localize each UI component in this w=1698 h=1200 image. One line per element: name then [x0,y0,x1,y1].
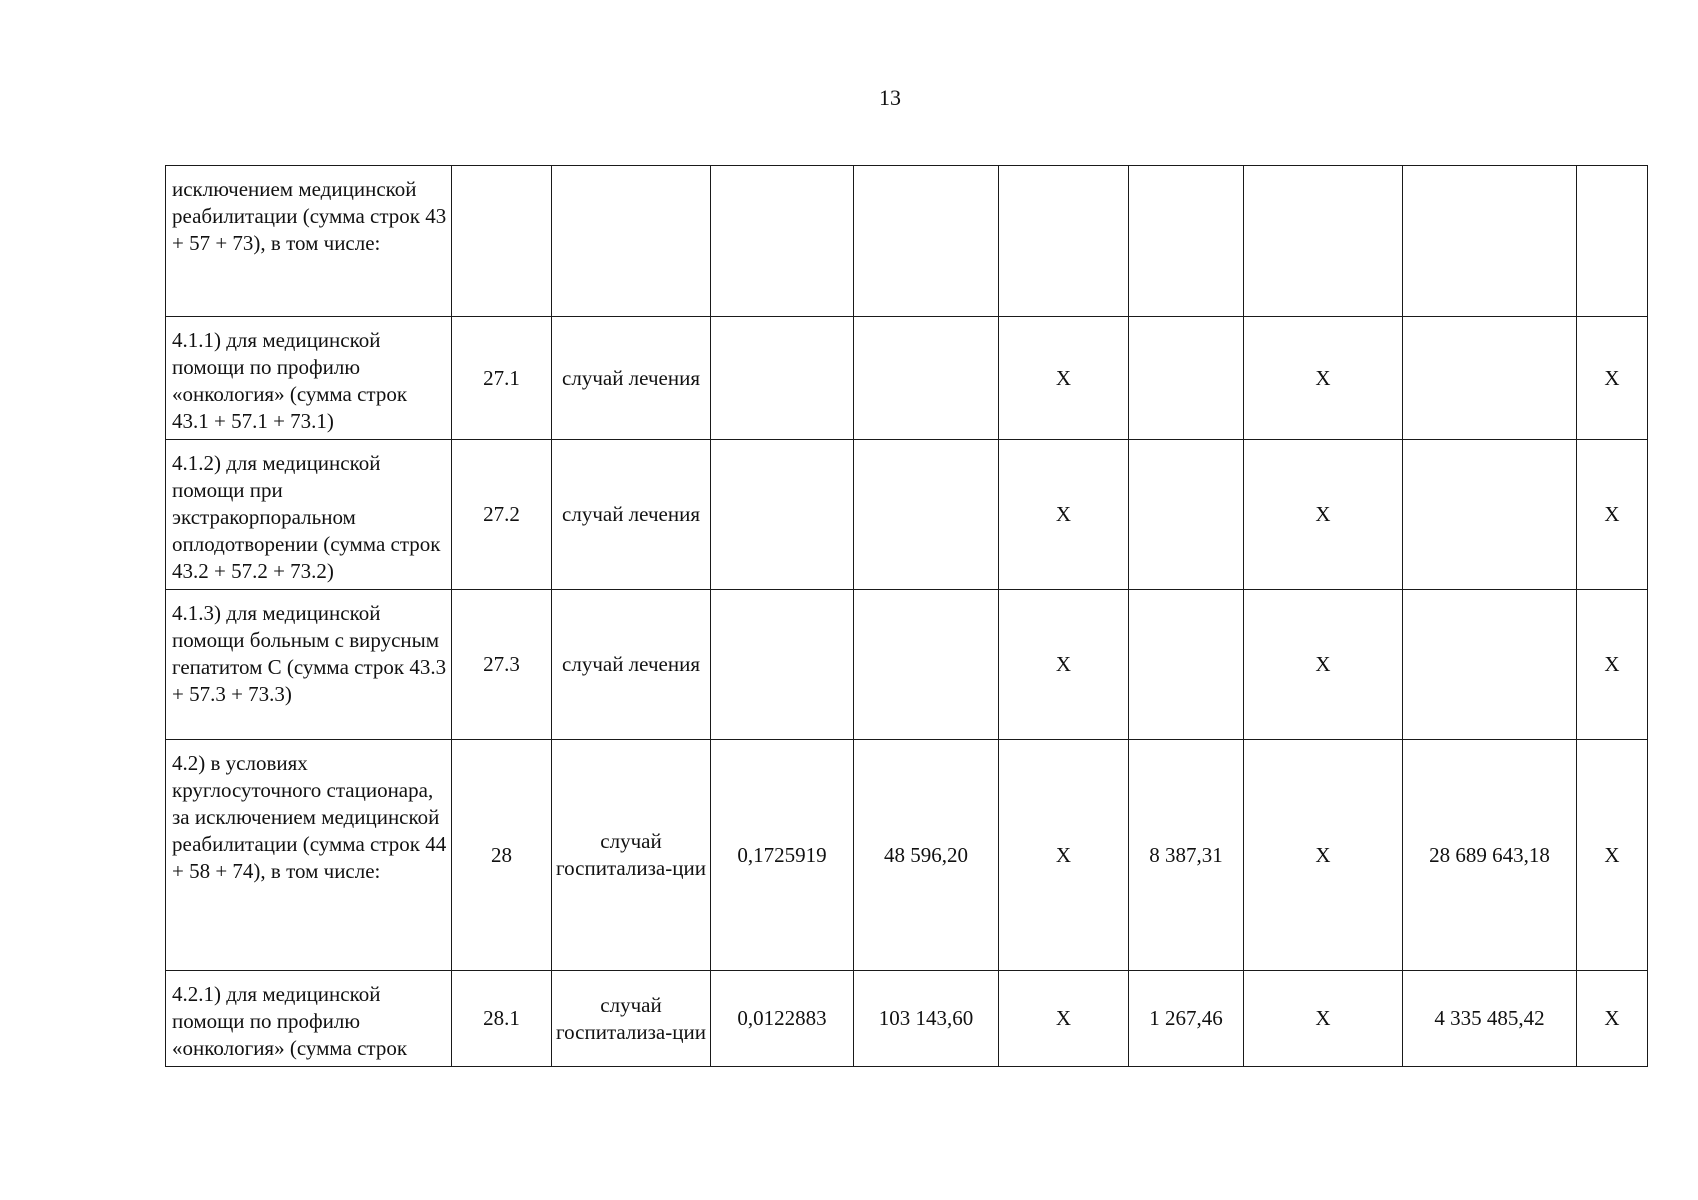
row-share [1577,166,1648,317]
page-number: 13 [879,85,901,110]
row-cost-budget: X [1244,740,1403,971]
row-per-capita-budget: X [999,740,1129,971]
row-per-capita-oms: 1 267,46 [1129,971,1244,1067]
row-norm-volume [711,590,854,740]
row-per-capita-oms [1129,317,1244,440]
row-per-capita-oms: 8 387,31 [1129,740,1244,971]
row-line: 27.2 [452,440,552,590]
row-line: 28.1 [452,971,552,1067]
row-line: 28 [452,740,552,971]
row-norm-cost: 48 596,20 [854,740,999,971]
row-cost-budget [1244,166,1403,317]
row-cost-oms [1403,166,1577,317]
row-cost-budget: X [1244,590,1403,740]
row-norm-cost [854,166,999,317]
row-name: 4.1.1) для медицинской помощи по профилю «онкология» (сумма строк 43.1 + 57.1 + 73.1) [166,317,452,440]
row-unit: случай госпитализа-ции [552,971,711,1067]
row-cost-budget: X [1244,971,1403,1067]
row-line [452,166,552,317]
row-unit: случай лечения [552,590,711,740]
data-table [165,165,1648,1067]
table-row [166,166,1648,317]
table-row [166,440,1648,590]
row-norm-cost [854,590,999,740]
row-per-capita-oms [1129,166,1244,317]
row-line: 27.3 [452,590,552,740]
row-cost-budget: X [1244,440,1403,590]
row-norm-cost [854,440,999,590]
row-line: 27.1 [452,317,552,440]
row-share: X [1577,740,1648,971]
row-name: 4.1.2) для медицинской помощи при экстракорпоральном оплодотворении (сумма строк 43.2 + 57.2 + 73.2) [166,440,452,590]
row-per-capita-budget: X [999,590,1129,740]
row-share: X [1577,971,1648,1067]
row-share: X [1577,590,1648,740]
row-name: 4.1.3) для медицинской помощи больным с вирусным гепатитом С (сумма строк 43.3 + 57.3 + 73.3) [166,590,452,740]
row-norm-volume [711,166,854,317]
row-norm-volume: 0,1725919 [711,740,854,971]
row-unit: случай госпитализа-ции [552,740,711,971]
table-row [166,590,1648,740]
row-unit: случай лечения [552,317,711,440]
row-norm-cost: 103 143,60 [854,971,999,1067]
row-cost-oms [1403,590,1577,740]
row-share: X [1577,317,1648,440]
row-per-capita-budget: X [999,440,1129,590]
row-norm-volume [711,440,854,590]
row-norm-cost [854,317,999,440]
data-table-container [165,165,1647,1067]
row-cost-budget: X [1244,317,1403,440]
row-name: 4.2.1) для медицинской помощи по профилю «онкология» (сумма строк [166,971,452,1067]
row-cost-oms [1403,440,1577,590]
row-name: 4.2) в условиях круглосуточного стационара, за исключением медицинской реабилитации (сумма строк 44 + 58 + 74), в том числе: [166,740,452,971]
table-row [166,740,1648,971]
row-cost-oms [1403,317,1577,440]
row-norm-volume [711,317,854,440]
row-norm-volume: 0,0122883 [711,971,854,1067]
row-per-capita-oms [1129,590,1244,740]
row-cost-oms: 4 335 485,42 [1403,971,1577,1067]
row-name: исключением медицинской реабилитации (сумма строк 43 + 57 + 73), в том числе: [166,166,452,317]
row-per-capita-budget: X [999,971,1129,1067]
row-per-capita-budget: X [999,317,1129,440]
table-row [166,971,1648,1067]
row-per-capita-budget [999,166,1129,317]
row-cost-oms: 28 689 643,18 [1403,740,1577,971]
table-row [166,317,1648,440]
row-unit [552,166,711,317]
row-unit: случай лечения [552,440,711,590]
row-per-capita-oms [1129,440,1244,590]
row-share: X [1577,440,1648,590]
